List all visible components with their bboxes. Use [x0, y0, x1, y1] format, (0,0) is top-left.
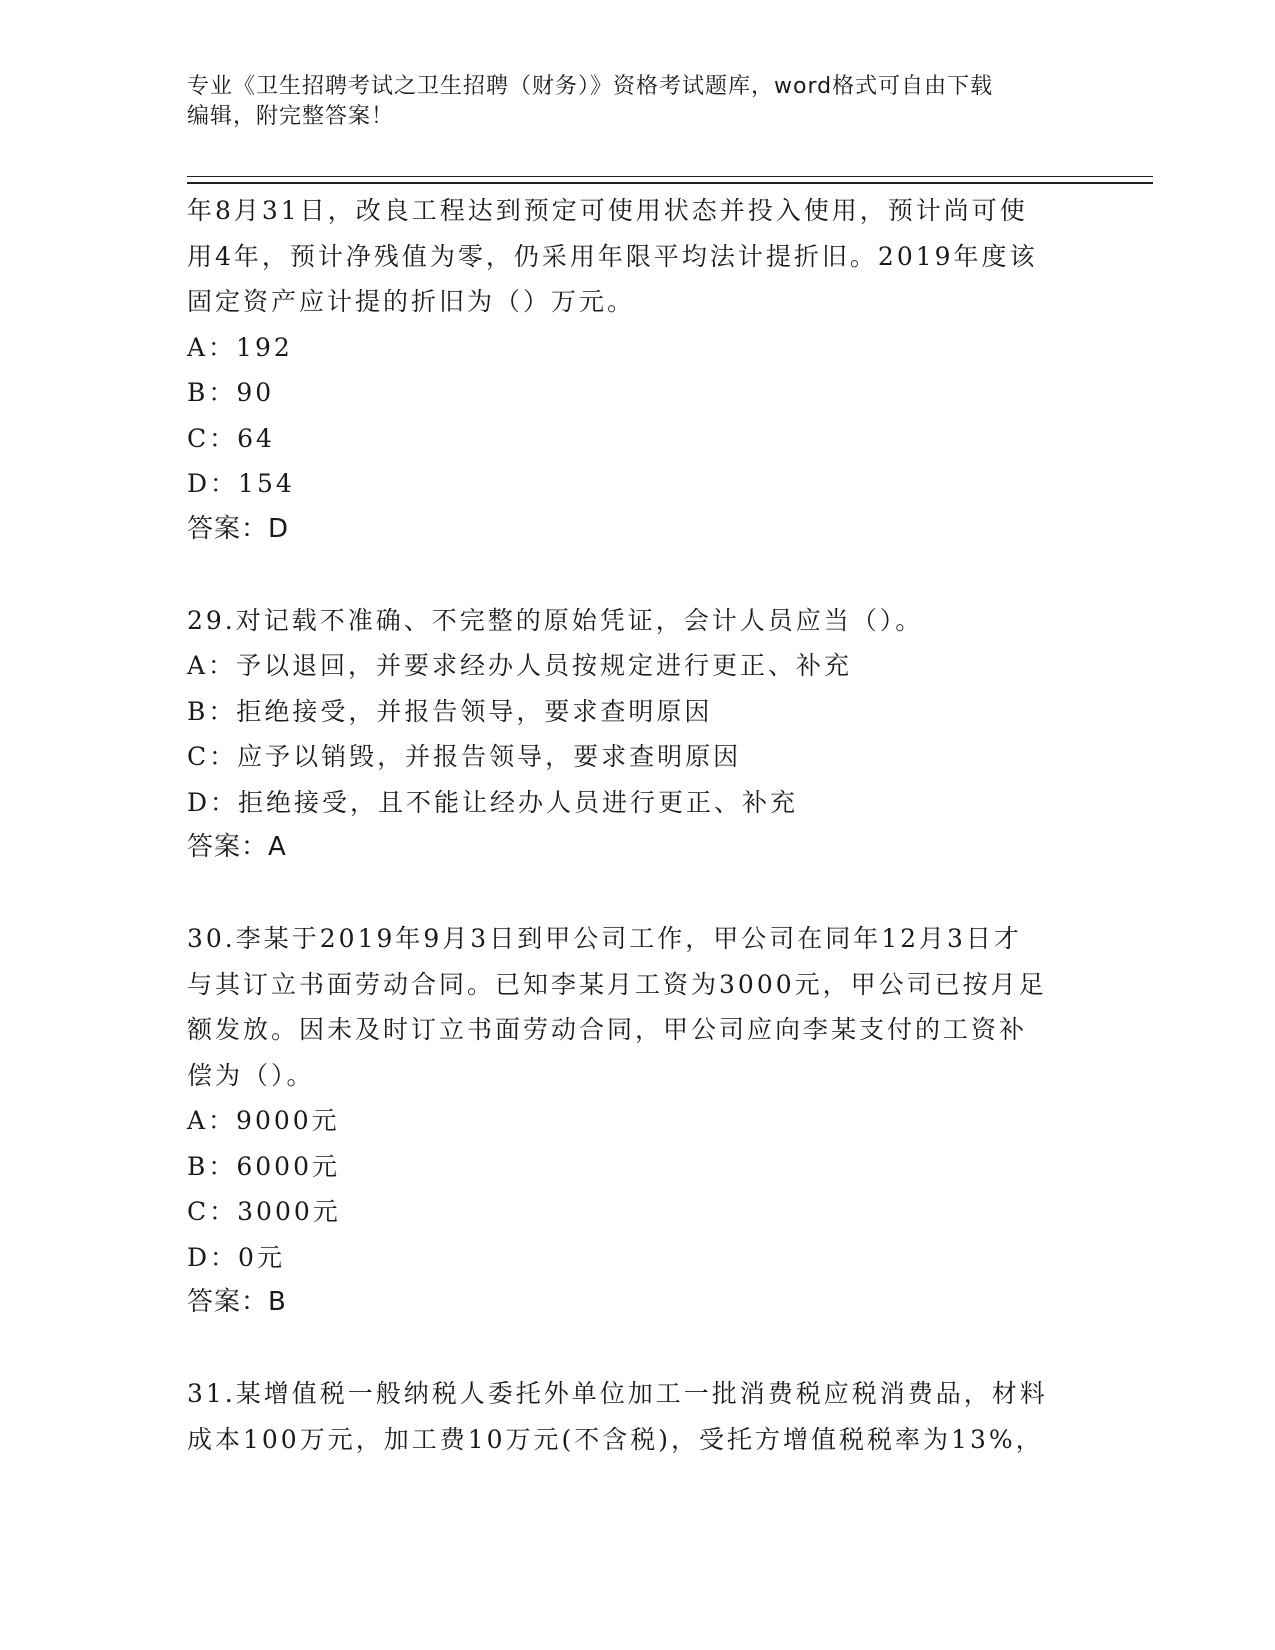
option-b: B：90	[187, 378, 275, 407]
answer: 答案：D	[187, 513, 290, 544]
question-text-line: 29.对记载不准确、不完整的原始凭证，会计人员应当（）。	[187, 605, 924, 635]
option-b: B：6000元	[187, 1151, 340, 1181]
question-28	[187, 188, 1067, 552]
option-c: C：3000元	[187, 1197, 341, 1226]
question-text-line: 固定资产应计提的折旧为（）万元。	[187, 287, 636, 316]
header-rule-thin	[187, 176, 1153, 177]
question-text-line: 用4年，预计净残值为零，仍采用年限平均法计提折旧。2019年度该	[187, 241, 1038, 271]
header-line-2: 编辑，附完整答案！	[187, 104, 395, 129]
question-text-line: 额发放。因未及时订立书面劳动合同，甲公司应向李某支付的工资补	[187, 1015, 1028, 1044]
option-d: D：拒绝接受，且不能让经办人员进行更正、补充	[187, 787, 799, 817]
question-text-line: 30.李某于2019年9月3日到甲公司工作，甲公司在同年12月3日才	[187, 924, 1022, 953]
question-text-line: 与其订立书面劳动合同。已知李某月工资为3000元，甲公司已按月足	[187, 969, 1047, 999]
option-d: D：154	[187, 469, 295, 498]
answer: 答案：A	[187, 832, 287, 862]
question-text-line: 31.某增值税一般纳税人委托外单位加工一批消费税应税消费品，材料	[187, 1379, 1048, 1408]
option-a: A：予以退回，并要求经办人员按规定进行更正、补充	[187, 651, 853, 680]
question-text-line: 年8月31日，改良工程达到预定可使用状态并投入使用，预计尚可使	[187, 196, 1028, 225]
header-line-1: 专业《卫生招聘考试之卫生招聘（财务）》资格考试题库，word格式可自由下载	[187, 74, 994, 99]
answer: 答案：B	[187, 1287, 287, 1317]
question-30	[187, 916, 1067, 1326]
document-header	[187, 72, 1067, 132]
option-d: D：0元	[187, 1242, 285, 1272]
question-31	[187, 1371, 1067, 1462]
option-c: C：64	[187, 423, 275, 453]
option-b: B：拒绝接受，并报告领导，要求查明原因	[187, 696, 713, 726]
question-text-line: 偿为（）。	[187, 1060, 315, 1090]
option-c: C：应予以销毁，并报告领导，要求查明原因	[187, 742, 742, 771]
option-a: A：192	[187, 332, 293, 362]
question-29	[187, 598, 1067, 871]
option-a: A：9000元	[187, 1106, 340, 1135]
question-list	[187, 188, 1067, 1462]
header-rule-thick	[187, 182, 1153, 184]
question-text-line: 成本100万元，加工费10万元(不含税)，受托方增值税税率为13%，	[187, 1424, 1044, 1454]
